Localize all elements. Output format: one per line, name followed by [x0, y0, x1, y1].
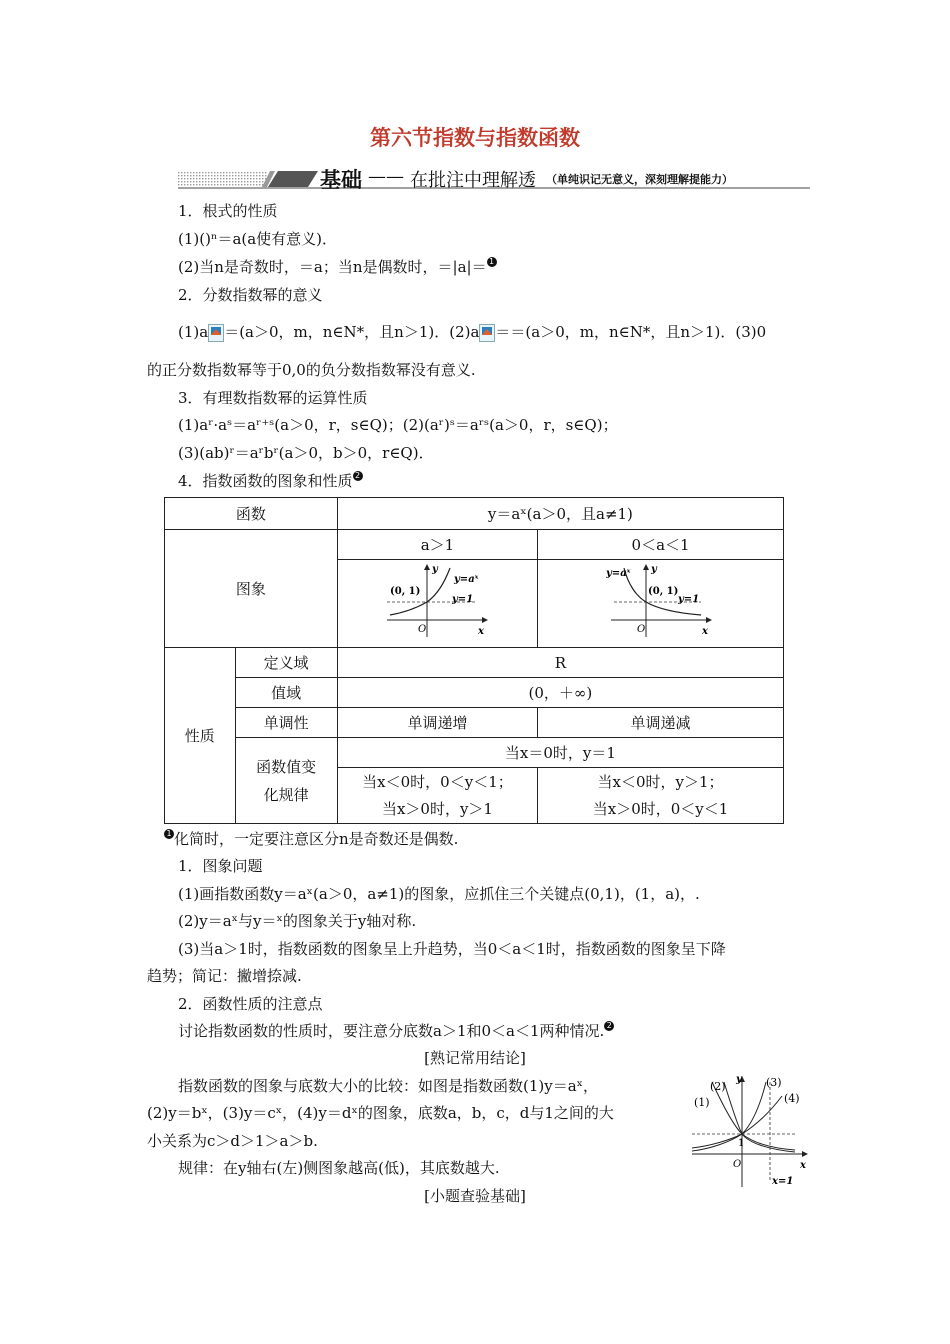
banner-main: 在批注中理解透: [410, 170, 536, 191]
text-span: (2)当n是奇数时，＝a；当n是偶数时，＝|a|＝: [178, 258, 487, 276]
text-line: 规律：在y轴右(左)侧图象越高(低)，其底数越大.: [178, 1159, 500, 1177]
table-cell: [538, 768, 784, 824]
text-span: (1)a: [178, 323, 209, 341]
section-heading: [178, 471, 363, 491]
point-label: (0, 1): [647, 585, 678, 597]
text-line: 指数函数的图象与底数大小的比较：如图是指数函数(1)y＝aˣ，: [178, 1077, 599, 1095]
table-cell: 定义域: [235, 648, 337, 678]
origin-label: O: [636, 623, 645, 635]
cell-line: 当x＜0时，y＞1；: [597, 772, 724, 791]
table-cell: [538, 560, 784, 648]
table-cell: 值域: [235, 678, 337, 708]
arrow-icon: [706, 617, 712, 623]
table-cell: [235, 738, 337, 824]
text-line: [178, 257, 497, 277]
text-span: ＝(a＞0，m，n∈N*，且n＞1)．(2)a: [224, 323, 480, 341]
banner-head: 基础: [320, 168, 362, 192]
section-heading: 2．函数性质的注意点: [178, 995, 323, 1013]
text-span: 化简时，一定要注意区分n是奇数还是偶数.: [174, 830, 459, 848]
table-cell: 单调性: [235, 708, 337, 738]
table-row: [165, 738, 784, 768]
text-span: 4．指数函数的图象和性质: [178, 472, 353, 490]
section-heading: 3．有理数指数幂的运算性质: [178, 389, 368, 407]
arrow-icon: [643, 564, 649, 570]
text-line: [164, 829, 458, 849]
table-cell: a＞1: [337, 530, 537, 560]
base-comparison-graph: [690, 1072, 812, 1190]
text-line: (3)当a＞1时，指数函数的图象呈上升趋势，当0＜a＜1时，指数函数的图象呈下降: [178, 940, 726, 958]
table-cell: [337, 768, 537, 824]
y-axis-label: y: [650, 563, 657, 575]
table-cell: 函数: [165, 498, 338, 530]
section-heading: 1．根式的性质: [178, 202, 278, 220]
properties-table: [164, 497, 784, 824]
table-cell: 单调递减: [538, 708, 784, 738]
page-title: 第六节指数与指数函数: [370, 126, 580, 150]
banner-sub: （单纯识记无意义，深刻理解提能力）: [546, 173, 733, 186]
table-row: [165, 678, 784, 708]
text-line: 趋势；简记：撇增捺减.: [147, 967, 302, 985]
text-line: [178, 1021, 614, 1041]
curve-label: y=aˣ: [454, 573, 479, 585]
curve-label: (4): [784, 1092, 800, 1105]
text-line: (3)(ab)ʳ＝aʳbʳ(a＞0，b＞0，r∈Q)．: [178, 444, 434, 462]
origin-label: O: [733, 1159, 742, 1170]
text-line: 的正分数指数幂等于0,0的负分数指数幂没有意义.: [147, 361, 476, 379]
cell-line: 函数值变: [256, 757, 317, 776]
section-heading: 2．分数指数幂的意义: [178, 286, 323, 304]
note-marker: 2: [353, 471, 363, 481]
arrow-icon: [424, 564, 430, 570]
table-cell: 图象: [165, 530, 338, 648]
note-marker: 1: [164, 829, 174, 839]
sub-heading: [熟记常用结论]: [424, 1049, 526, 1067]
curve-label: (2): [710, 1080, 726, 1093]
table-cell: (0，＋∞): [337, 678, 783, 708]
table-cell: [337, 560, 537, 648]
arrow-icon: [482, 617, 488, 623]
note-marker: 2: [604, 1021, 614, 1031]
text-line: (1)aʳ·aˢ＝aʳ⁺ˢ(a＞0，r，s∈Q)；(2)(aʳ)ˢ＝aʳˢ(a＞0，r，s∈Q)；: [178, 416, 618, 434]
x-axis-label: x: [800, 1160, 806, 1171]
x-axis-label: x: [701, 625, 708, 637]
table-row: [165, 648, 784, 678]
origin-label: O: [418, 623, 427, 635]
table-row: [165, 498, 784, 530]
y-axis-label: y: [736, 1074, 742, 1085]
text-line: 小关系为c＞d＞1＞a＞b.: [147, 1132, 318, 1150]
section-heading: 1．图象问题: [178, 857, 263, 875]
text-span: ＝＝(a＞0，m，n∈N*，且n＞1)．(3)0: [495, 323, 767, 341]
table-cell: 性质: [165, 648, 236, 824]
x-axis-label: x: [478, 625, 485, 637]
text-line: (1)画指数函数y＝aˣ(a＞0，a≠1)的图象，应抓住三个关键点(0,1)，(1，a)，.: [178, 885, 700, 903]
line-label: x=1: [772, 1176, 794, 1187]
text-line: (1)()ⁿ＝a(a使有意义)．: [178, 230, 338, 248]
table-cell: 当x＝0时，y＝1: [337, 738, 783, 768]
cell-line: 当x＞0时，0＜y＜1: [592, 799, 729, 818]
curve-label: (1): [694, 1096, 710, 1109]
point-label: (0, 1): [390, 585, 421, 597]
banner-dash: ——: [368, 166, 404, 187]
table-cell: R: [337, 648, 783, 678]
curve-label: y=aˣ: [605, 567, 630, 579]
arrow-icon: [802, 1151, 808, 1157]
decreasing-exp-graph: [606, 562, 716, 642]
cell-line: 当x＜0时，0＜y＜1；: [362, 772, 513, 791]
broken-image-icon: [208, 324, 224, 342]
cell-line: 化规律: [263, 785, 309, 804]
text-line: (2)y＝bˣ，(3)y＝cˣ，(4)y＝dˣ的图象，底数a，b，c，d与1之间的大: [147, 1104, 614, 1122]
line-label: y=1: [677, 593, 699, 605]
cell-line: 当x＞0时，y＞1: [381, 799, 493, 818]
broken-image-icon: [479, 324, 495, 342]
footer-heading: [小题查验基础]: [424, 1187, 526, 1205]
note-marker: 1: [487, 257, 497, 267]
section-banner: [178, 163, 810, 193]
table-row: [165, 708, 784, 738]
y-axis-label: y: [432, 563, 439, 575]
table-cell: 单调递增: [337, 708, 537, 738]
table-row: [165, 530, 784, 560]
line-label: y=1: [452, 593, 474, 605]
one-label: 1: [738, 1138, 745, 1149]
curve-label: (3): [766, 1076, 782, 1089]
text-span: 讨论指数函数的性质时，要注意分底数a＞1和0＜a＜1两种情况.: [178, 1022, 605, 1040]
text-line: [178, 322, 766, 342]
table-cell: 0＜a＜1: [538, 530, 784, 560]
text-line: (2)y＝aˣ与y＝ˣ的图象关于y轴对称.: [178, 912, 417, 930]
table-cell: y＝aˣ(a＞0，且a≠1): [337, 498, 783, 530]
increasing-exp-graph: [382, 562, 492, 642]
